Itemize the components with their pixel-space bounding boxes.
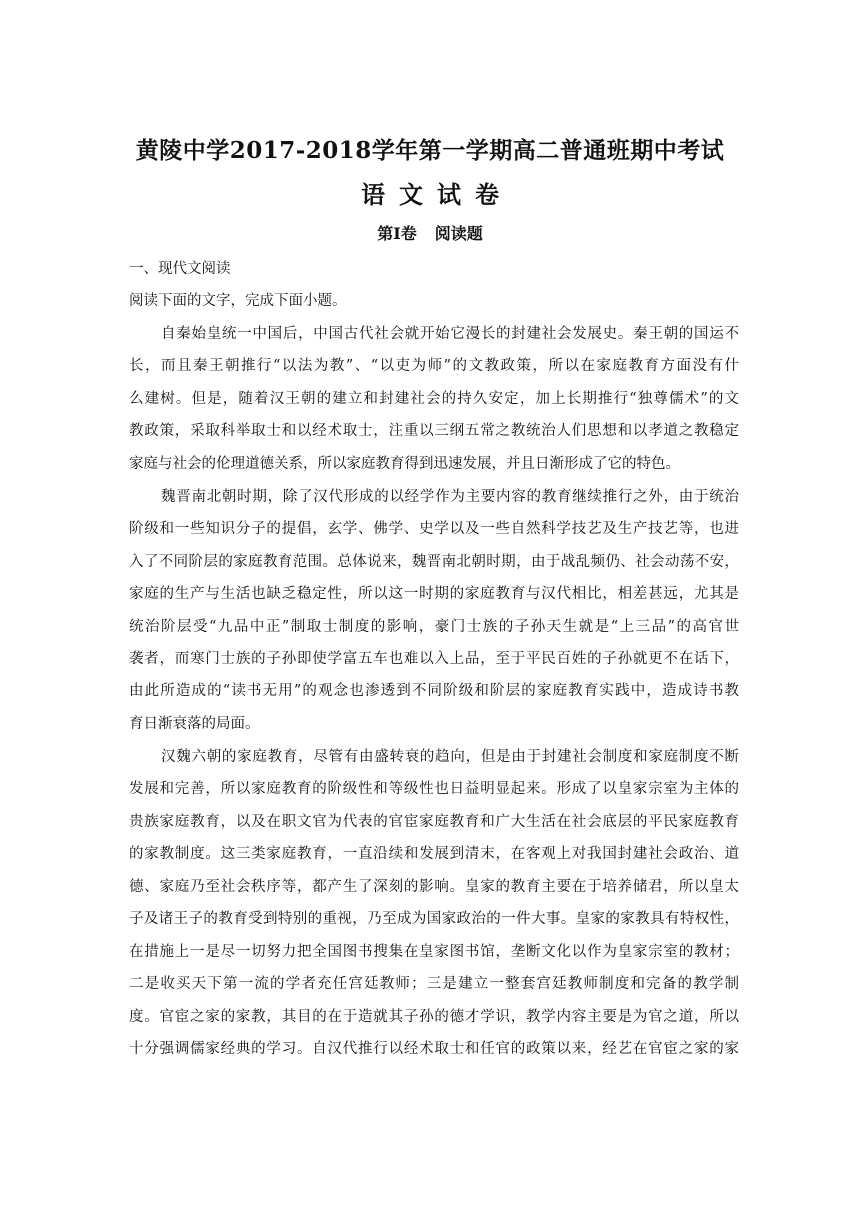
passage-line: 袭者，而寒门士族的子孙即使学富五车也难以入上品，至于平民百姓的子孙就更不在话下， [129, 651, 739, 667]
passage-line: 贵族家庭教育，以及在职文官为代表的官宦家庭教育和广大生活在社会底层的平民家庭教育 [129, 814, 739, 830]
passage-line: 发展和完善，所以家庭教育的阶级性和等级性也日益明显起来。形成了以皇家宗室为主体的 [129, 781, 739, 797]
question-heading: 一、现代文阅读 [129, 261, 231, 277]
subject-title: 语文试卷 [361, 180, 513, 209]
passage-line: 入了不同阶层的家庭教育范围。总体说来，魏晋南北朝时期，由于战乱频仍、社会动荡不安， [129, 554, 739, 570]
passage-line: 统治阶层受“九品中正”制取士制度的影响，豪门士族的子孙天生就是“上三品”的高官世 [129, 619, 739, 635]
section-name: 阅读题 [434, 224, 483, 243]
passage-line: 魏晋南北朝时期，除了汉代形成的以经学作为主要内容的教育继续推行之外，由于统治 [161, 489, 739, 505]
passage-line: 长，而且秦王朝推行“以法为教”、“以吏为师”的文教政策，所以在家庭教育方面没有什 [129, 358, 739, 374]
section-part: 第Ⅰ卷 [377, 224, 417, 243]
section-title [0, 221, 860, 247]
passage-line: 二是收买天下第一流的学者充任宫廷教师；三是建立一整套宫廷教师制度和完备的教学制 [129, 976, 739, 992]
passage-line: 家庭与社会的伦理道德关系，所以家庭教育得到迅速发展，并且日渐形成了它的特色。 [129, 456, 680, 472]
passage-line: 教政策，采取科举取士和以经术取士，注重以三纲五常之教统治人们思想和以孝道之教稳定 [129, 423, 739, 439]
passage-line: 么建树。但是，随着汉王朝的建立和封建社会的持久安定，加上长期推行“独尊儒术”的文 [129, 391, 739, 407]
passage-line: 育日渐衰落的局面。 [129, 716, 260, 732]
question-instruction: 阅读下面的文字，完成下面小题。 [129, 293, 347, 309]
passage-line: 汉魏六朝的家庭教育，尽管有由盛转衰的趋向，但是由于封建社会制度和家庭制度不断 [161, 749, 739, 765]
passage-line: 德、家庭乃至社会秩序等，都产生了深刻的影响。皇家的教育主要在于培养储君，所以皇太 [129, 879, 739, 895]
exam-title: 黄陵中学2017-2018学年第一学期高二普通班期中考试 [135, 137, 725, 164]
passage-line: 的家教制度。这三类家庭教育，一直沿续和发展到清末，在客观上对我国封建社会政治、道 [129, 846, 739, 862]
passage-line: 阶级和一些知识分子的提倡，玄学、佛学、史学以及一些自然科学技艺及生产技艺等，也进 [129, 521, 739, 537]
passage-line: 在措施上一是尽一切努力把全国图书搜集在皇家图书馆，垄断文化以作为皇家宗室的教材； [129, 944, 739, 960]
passage-line: 子及诸王子的教育受到特别的重视，乃至成为国家政治的一件大事。皇家的家教具有特权性， [129, 911, 739, 927]
passage-line: 由此所造成的“读书无用”的观念也渗透到不同阶级和阶层的家庭教育实践中，造成诗书教 [129, 683, 739, 699]
passage-line: 自秦始皇统一中国后，中国古代社会就开始它漫长的封建社会发展史。秦王朝的国运不 [161, 326, 739, 342]
passage-line: 十分强调儒家经典的学习。自汉代推行以经术取士和任官的政策以来，经艺在官宦之家的家 [129, 1041, 739, 1057]
passage-line: 家庭的生产与生活也缺乏稳定性，所以这一时期的家庭教育与汉代相比，相差甚远，尤其是 [129, 586, 739, 602]
passage-line: 度。官宦之家的家教，其目的在于造就其子孙的德才学识，教学内容主要是为官之道，所以 [129, 1009, 739, 1025]
